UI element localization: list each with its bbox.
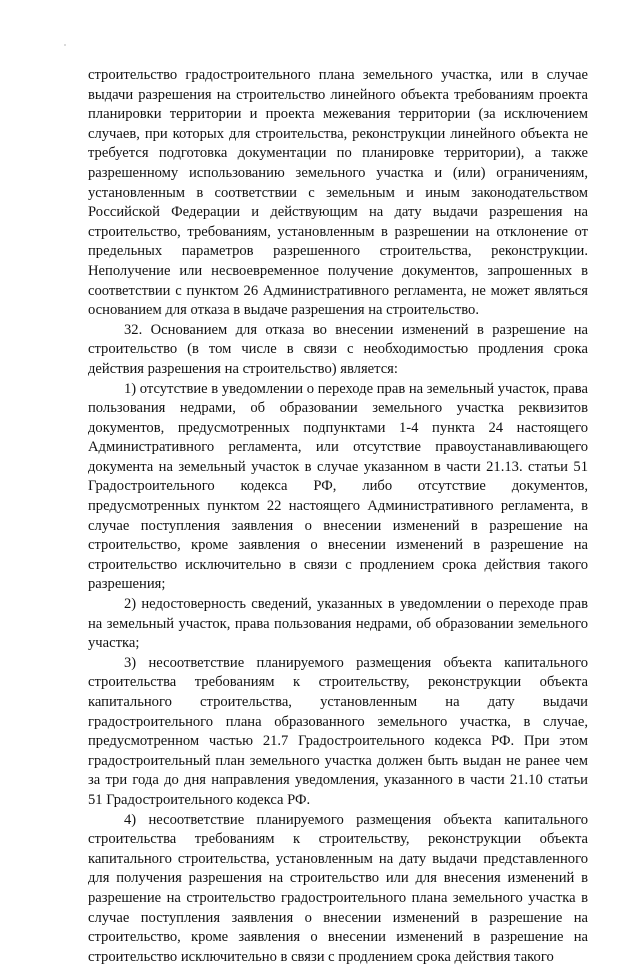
document-page	[88, 66, 588, 967]
paragraph-subitem-1: 1) отсутствие в уведомлении о переходе прав на земельный участок, права пользования недрами, об образовании земельного участка реквизитов документов, предусмотренных подпунктами 1-4 пункта 24 настоящего Административного регламента, или отсутствие правоустанавливающего документа на земельный участок в случае указанном в части 21.13. статьи 51 Градостроительного кодекса РФ, либо отсутствие документов, предусмотренных пунктом 22 настоящего Административного регламента, в случае поступления заявления о внесении изменений в разрешение на строительство, кроме заявления о внесении изменений в разрешение на строительство исключительно в связи с продлением срока действия такого разрешения;	[88, 380, 588, 593]
paragraph-item-32: 32. Основанием для отказа во внесении изменений в разрешение на строительство (в том числе в связи с необходимостью продления срока действия разрешения на строительство) является:	[88, 321, 588, 377]
paragraph-subitem-3: 3) несоответствие планируемого размещения объекта капитального строительства требованиям к строительству, реконструкции объекта капитального строительства, установленным на дату выдачи градостроительного плана образованного земельного участка, в случае, предусмотренном частью 21.7 Градостроительного кодекса РФ. При этом градостроительный план земельного участка должен быть выдан не ранее чем за три года до дня направления уведомления, указанного в части 21.10 статьи 51 Градостроительного кодекса РФ.	[88, 654, 588, 808]
paragraph-subitem-4: 4) несоответствие планируемого размещения объекта капитального строительства требованиям к строительству, реконструкции объекта капитального строительства, установленным на дату выдачи представленного для получения разрешения на строительство или для внесения изменений в разрешение на строительство градостроительного плана земельного участка в случае поступления заявления о внесении изменений в разрешение на строительство, кроме заявления о внесении изменений в разрешение на строительство исключительно в связи с продлением срока действия такого	[88, 811, 588, 965]
scan-artifact	[64, 44, 66, 46]
paragraph-continuation: строительство градостроительного плана земельного участка, или в случае выдачи разрешения на строительство линейного объекта требованиям проекта планировки территории и проекта межевания территории (за исключением случаев, при которых для строительства, реконструкции линейного объекта не требуется подготовка документации по планировке территории), а также разрешенному использованию земельного участка и (или) ограничениям, установленным в соответствии с земельным и иным законодательством Российской Федерации и действующим на дату выдачи разрешения на строительство, требованиям, установленным в разрешении на отклонение от предельных параметров разрешенного строительства, реконструкции. Неполучение или несвоевременное получение документов, запрошенных в соответствии с пунктом 26 Административного регламента, не может являться основанием для отказа в выдаче разрешения на строительство.	[88, 67, 588, 319]
paragraph-subitem-2: 2) недостоверность сведений, указанных в уведомлении о переходе прав на земельный участок, права пользования недрами, об образовании земельного участка;	[88, 596, 588, 652]
